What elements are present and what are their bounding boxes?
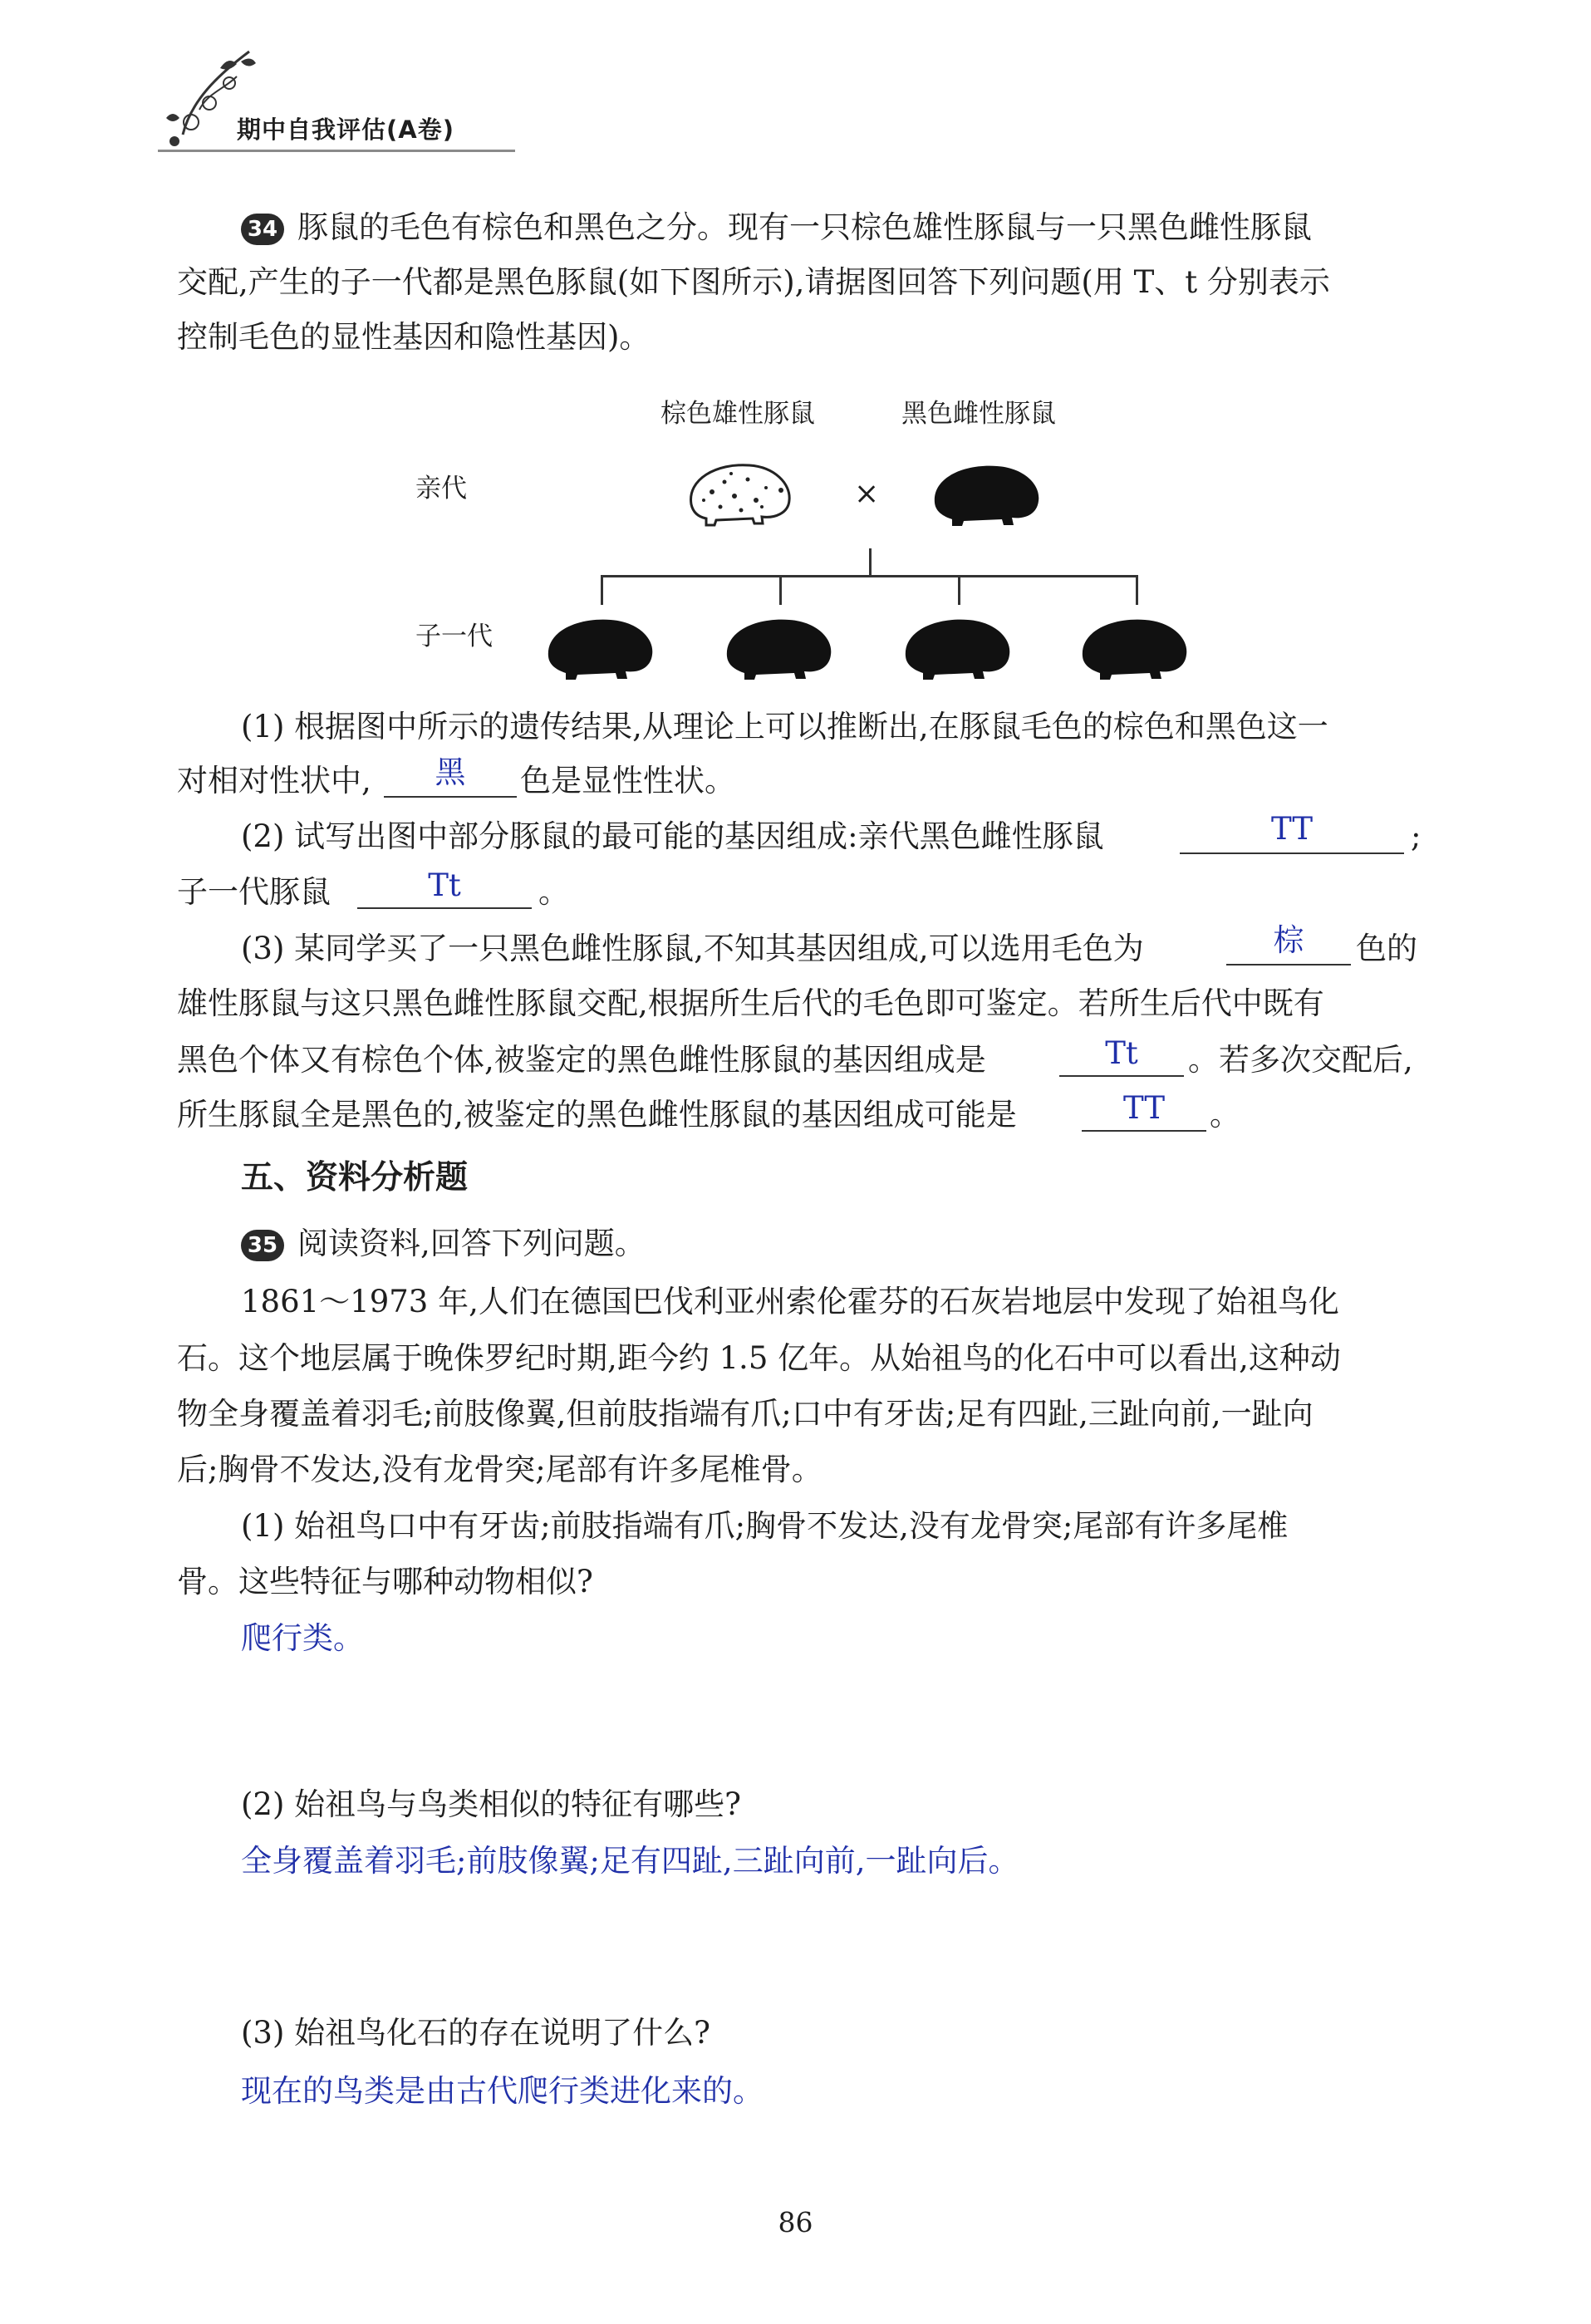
q34-p2-line-2-post: 。 (538, 874, 569, 910)
page-number: 86 (778, 2206, 813, 2238)
black-guinea-pig-icon (931, 461, 1043, 528)
q34-p3-blank-1[interactable] (1226, 964, 1351, 965)
q34-stem-text-1: 豚鼠的毛色有棕色和黑色之分。现有一只棕色雄性豚鼠与一只黑色雌性豚鼠 (297, 209, 1312, 245)
q35-p1-line-2: 骨。这些特征与哪种动物相似? (177, 1564, 593, 1599)
tree-horizontal-line (601, 575, 1138, 577)
q35-p3-answer: 现在的鸟类是由古代爬行类进化来的。 (241, 2073, 764, 2109)
q34-p3-blank-2[interactable] (1059, 1075, 1184, 1077)
q35-stem-text: 阅读资料,回答下列问题。 (297, 1226, 646, 1261)
tree-stem-line (869, 548, 872, 577)
brown-guinea-pig-icon (683, 459, 795, 527)
label-black-female: 黑色雌性豚鼠 (901, 399, 1056, 429)
q34-stem-line-2: 交配,产生的子一代都是黑色豚鼠(如下图所示),请据图回答下列问题(用 T、t 分别表示 (177, 264, 1330, 300)
q35-p1-line-1: (1) 始祖鸟口中有牙齿;前肢指端有爪;胸骨不发达,没有龙骨突;尾部有许多尾椎 (241, 1508, 1289, 1544)
q34-p3-line-2: 雄性豚鼠与这只黑色雌性豚鼠交配,根据所生后代的毛色即可鉴定。若所生后代中既有 (177, 985, 1324, 1021)
q34-p1-line-1: (1) 根据图中所示的遗传结果,从理论上可以推断出,在豚鼠毛色的棕色和黑色这一 (241, 709, 1328, 744)
q35-number-badge: 35 (241, 1230, 284, 1261)
q35-material-line-3: 物全身覆盖着羽毛;前肢像翼,但前肢指端有爪;口中有牙齿;足有四趾,三趾向前,一趾向 (177, 1396, 1314, 1432)
q35-p3-question: (3) 始祖鸟化石的存在说明了什么? (241, 2015, 711, 2051)
label-parents: 亲代 (415, 474, 467, 504)
q34-p2-answer-1: TT (1270, 811, 1314, 847)
offspring-guinea-pig-icon (1078, 615, 1191, 681)
q34-p3-answer-2: Tt (1105, 1035, 1138, 1071)
section-title: 五、资料分析题 (241, 1159, 469, 1196)
q34-p1-blank[interactable] (384, 796, 517, 798)
q34-p3-answer-3: TT (1122, 1090, 1166, 1126)
q34-p3-answer-1: 棕 (1273, 922, 1304, 958)
q34-stem-line-3: 控制毛色的显性基因和隐性基因)。 (177, 319, 651, 355)
q34-p2-answer-2: Tt (428, 867, 461, 903)
tree-branch-line (958, 575, 960, 605)
q34-p1-answer: 黑 (435, 754, 466, 790)
q34-p2-line-2-pre: 子一代豚鼠 (177, 874, 331, 910)
q34-p3-line-1-post: 色的 (1356, 931, 1417, 966)
q34-p3-line-1-pre: (3) 某同学买了一只黑色雌性豚鼠,不知其基因组成,可以选用毛色为 (241, 931, 1144, 966)
q34-stem-line-1 (241, 209, 1312, 246)
q34-p1-line-2-post: 色是显性性状。 (520, 763, 735, 798)
cross-symbol: × (854, 477, 880, 511)
q34-p3-blank-3[interactable] (1082, 1130, 1206, 1132)
q34-p3-line-4-post: 。 (1210, 1097, 1240, 1133)
tree-branch-line (601, 575, 603, 605)
q35-material-line-2: 石。这个地层属于晚侏罗纪时期,距今约 1.5 亿年。从始祖鸟的化石中可以看出,这种动 (177, 1340, 1341, 1376)
q35-material-line-1: 1861～1973 年,人们在德国巴伐利亚州索伦霍芬的石灰岩地层中发现了始祖鸟化 (241, 1284, 1339, 1319)
tree-branch-line (1136, 575, 1138, 605)
page-header (158, 43, 557, 160)
q34-number-badge: 34 (241, 214, 284, 245)
offspring-guinea-pig-icon (723, 615, 835, 681)
label-brown-male: 棕色雄性豚鼠 (660, 399, 815, 429)
q34-p1-line-2-pre: 对相对性状中, (177, 763, 371, 798)
q35-p1-answer: 爬行类。 (241, 1620, 364, 1656)
q34-p2-blank-2[interactable] (357, 907, 532, 909)
q34-p2-line-1-post: ; (1411, 818, 1422, 854)
q34-p3-line-3-pre: 黑色个体又有棕色个体,被鉴定的黑色雌性豚鼠的基因组成是 (177, 1042, 986, 1078)
q34-p2-line-1-pre: (2) 试写出图中部分豚鼠的最可能的基因组成:亲代黑色雌性豚鼠 (241, 818, 1104, 854)
q35-stem (241, 1226, 646, 1262)
tree-branch-line (779, 575, 782, 605)
q34-p3-line-4-pre: 所生豚鼠全是黑色的,被鉴定的黑色雌性豚鼠的基因组成可能是 (177, 1097, 1017, 1133)
q34-p3-line-3-post: 。若多次交配后, (1188, 1042, 1413, 1078)
label-offspring: 子一代 (415, 622, 493, 651)
q35-p2-question: (2) 始祖鸟与鸟类相似的特征有哪些? (241, 1786, 742, 1822)
header-title: 期中自我评估(A卷) (237, 115, 454, 144)
q35-p2-answer: 全身覆盖着羽毛;前肢像翼;足有四趾,三趾向前,一趾向后。 (241, 1843, 1019, 1879)
offspring-guinea-pig-icon (544, 615, 656, 681)
q35-material-line-4: 后;胸骨不发达,没有龙骨突;尾部有许多尾椎骨。 (177, 1452, 823, 1487)
header-divider (158, 150, 515, 152)
q34-p2-blank-1[interactable] (1180, 852, 1404, 854)
offspring-guinea-pig-icon (901, 615, 1014, 681)
